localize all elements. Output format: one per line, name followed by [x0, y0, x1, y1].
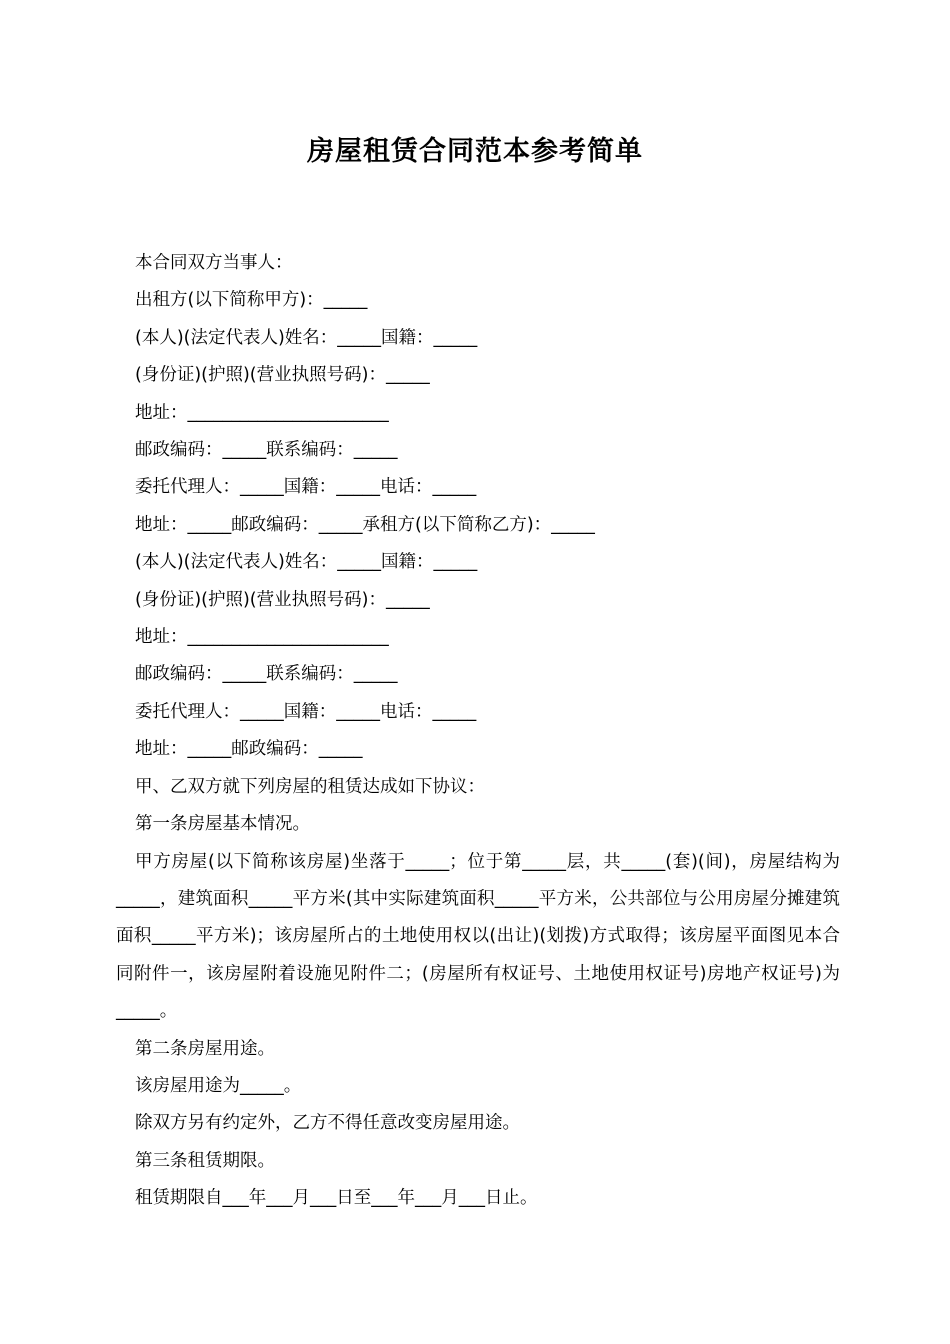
intro-parties-line: 本合同双方当事人：: [135, 253, 293, 273]
article-3-heading: 第三条租赁期限。: [135, 1150, 275, 1171]
article-1-paragraph: 甲方房屋(以下简称该房屋)坐落于_____；位于第_____层，共_____(套)(间)，房屋结构为_____，建筑面积_____平方米(其中实际建筑面积_____平方米，公共部位与公用房屋分摊建筑面积_____平方米)；该房屋所占的土地使用权以(出让)(划拨)方式取得；该房屋平面图见本合同附件一，该房屋附着设施见附件二；(房屋所有权证号、土地使用权证号)房地产权证号)为_____。: [116, 851, 840, 1022]
lease-term-line: 租赁期限自___年___月___日至___年___月___日止。: [135, 1188, 538, 1209]
lessee-postal-line: 邮政编码：_____联系编码：_____: [135, 664, 398, 685]
lessee-address-postal-line: 地址：_____邮政编码：_____: [135, 739, 363, 760]
contract-body: [116, 245, 840, 1218]
lessee-id-line: (身份证)(护照)(营业执照号码)：_____: [135, 589, 430, 610]
lessor-agent-line: 委托代理人：_____国籍：_____电话：_____: [135, 477, 477, 498]
lessee-agent-line: 委托代理人：_____国籍：_____电话：_____: [135, 701, 477, 722]
agreement-intro-line: 甲、乙双方就下列房屋的租赁达成如下协议：: [135, 776, 485, 797]
usage-restriction-line: 除双方另有约定外，乙方不得任意改变房屋用途。: [135, 1113, 520, 1134]
lessor-id-line: (身份证)(护照)(营业执照号码)：_____: [135, 365, 430, 386]
article-1-heading: 第一条房屋基本情况。: [135, 814, 310, 835]
lessee-name-nationality-line: (本人)(法定代表人)姓名：_____国籍：_____: [135, 552, 478, 573]
lessor-postal-line: 邮政编码：_____联系编码：_____: [135, 440, 398, 461]
lessor-name-nationality-line: (本人)(法定代表人)姓名：_____国籍：_____: [135, 327, 478, 348]
lessee-address-line: 地址：_______________________: [135, 627, 389, 648]
article-2-heading: 第二条房屋用途。: [135, 1038, 275, 1059]
lessor-address-lessee-line: 地址：_____邮政编码：_____承租方(以下简称乙方)：_____: [135, 514, 595, 535]
lessor-address-line: 地址：_______________________: [135, 402, 389, 423]
usage-line: 该房屋用途为_____。: [135, 1075, 302, 1096]
document-title: 房屋租赁合同范本参考简单: [307, 136, 643, 167]
lessor-line: 出租方(以下简称甲方)：_____: [135, 290, 368, 311]
